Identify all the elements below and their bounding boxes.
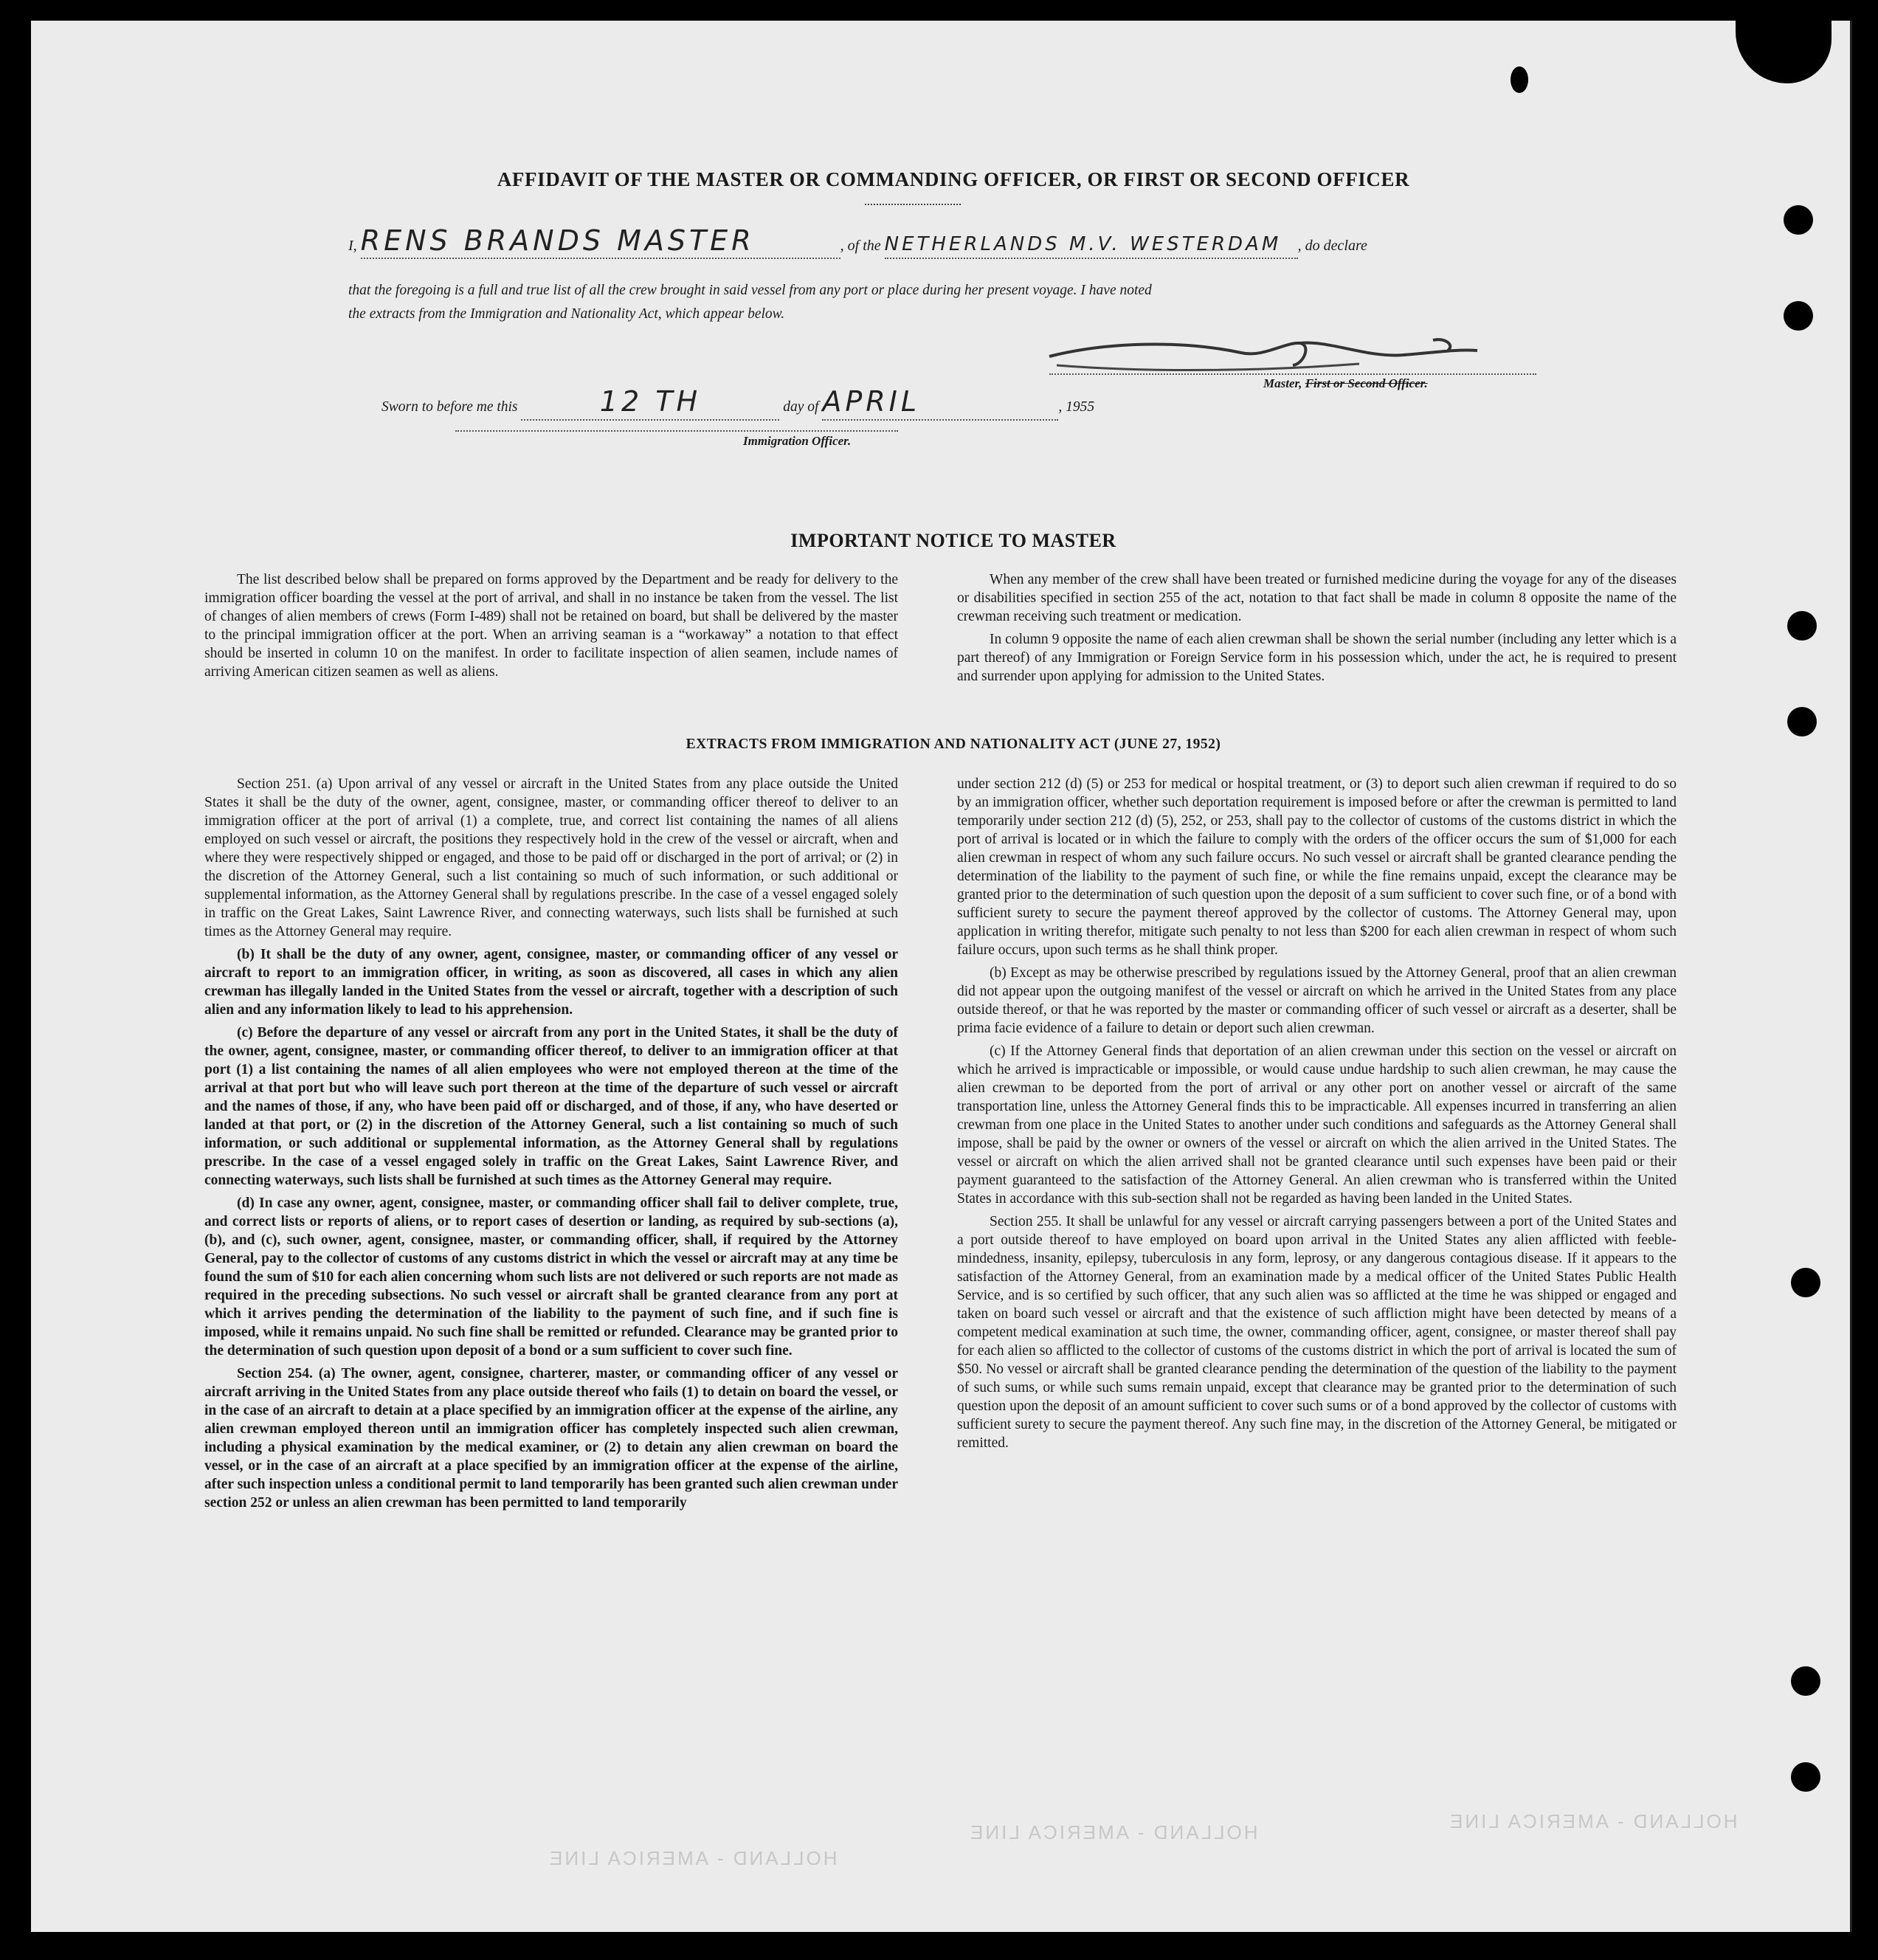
declarant-name: RENS BRANDS MASTER (360, 224, 755, 257)
declaration-text: that the foregoing is a full and true list of all the crew brought in said vessel from any port or place during her present voyage. I have noted (348, 283, 1152, 298)
section-251-a: Section 251. (a) Upon arrival of any vessel or aircraft in the United States from any place outside the United States it shall be the duty of the owner, agent, consignee, master, or commanding officer thereof to deliver to an immigration officer at the port of arrival (1) a complete, true, and correct list containing the names of all aliens employed on such vessel or aircraft, the positions they respectively hold in the crew of the vessel or aircraft, when and where they were respectively shipped or engaged, and those to be paid off or discharged in the port of arrival; or (2) in the discretion of the Attorney General, such a list containing so much of such information, or such additional or supplemental information, as the Attorney General shall by regulations prescribe. In the case of a vessel engaged solely in traffic on the Great Lakes, Saint Lawrence River, and connecting waterways, such lists shall be furnished at such times as the Attorney General may require. (204, 776, 898, 939)
ink-blot (1736, 13, 1832, 83)
section-254-b: (b) Except as may be otherwise prescribed by regulations issued by the Attorney General, proof that an alien crewman did not appear upon the outgoing manifest of the vessel or aircraft on which he arrived in the United States from any place outside thereof, or that he was reported by the master or commanding officer of such vessel or aircraft as a deserter, shall be prima facie evidence of a failure to detain or deport such alien crewman. (957, 965, 1677, 1036)
struck-officer-label: First or Second Officer. (1305, 376, 1428, 390)
notice-title: IMPORTANT NOTICE TO MASTER (790, 530, 1116, 551)
notice-right-column (957, 570, 1677, 690)
ink-blot (1511, 66, 1528, 93)
section-255: Section 255. It shall be unlawful for any vessel or aircraft carrying passengers between a port of the United States and a port outside thereof to have employed on board upon arrival in the United States any alien afflicted with feeble-mindedness, insanity, epilepsy, tuberculosis in any form, leprosy, or any dangerous contagious disease. If it appears to the satisfaction of the Attorney General, from an examination made by a medical officer of the United States Public Health Service, and is so certified by such officer, that any such alien was so afflicted at the time he was shipped or engaged and taken on board such vessel or aircraft and that the existence of such affliction might have been detected by means of a competent medical examination at such time, the owner, commanding officer, agent, consignee, or master thereof shall pay for each alien so afflicted to the collector of customs of the customs district in which the port of arrival is located the sum of $50. No vessel or aircraft shall be granted clearance pending the determination of the question of the liability to the payment of such sums, or while such sums remain unpaid, except that clearance may be granted prior to the determination of such question upon the deposit of an amount sufficient to cover such sums or of a bond approved by the collector of customs with sufficient surety to secure the payment thereof. Any such fine may, in the discretion of the Attorney General, be mitigated or remitted. (957, 1214, 1677, 1451)
punch-hole (1784, 301, 1813, 331)
section-254-a-cont: under section 212 (d) (5) or 253 for medical or hospital treatment, or (3) to deport such alien crewman if required to do so by an immigration officer, whether such deportation requirement is imposed before or after the crewman is permitted to land temporarily under section 212 (d) (5), 252, or 253, shall pay to the collector of customs of the customs district in which the port of arrival is located or in which the failure to comply with the orders of the officer occurs the sum of $1,000 for each alien crewman in respect of whom any such failure occurs. No such vessel or aircraft shall be granted clearance pending the determination of the liability to the payment of such fine, or while the fine remains unpaid, except the clearance may be granted prior to the determination of such question upon the deposit of a sum sufficient to cover such fine, or of a bond with sufficient surety to secure the payment thereof approved by the collector of customs. The Attorney General may, upon application in writing therefor, mitigate such penalty to not less than $200 for each alien crewman in respect of whom such failure occurs, upon such terms as he shall think proper. (957, 776, 1677, 958)
extracts-right-column (957, 775, 1677, 1457)
punch-hole (1784, 205, 1813, 235)
signature-caption (1263, 376, 1428, 391)
bleed-through-text: HOLLAND - AMERICA LINE (968, 1821, 1258, 1843)
declaration-prefix: I, (348, 238, 357, 254)
sworn-day: 12 TH (599, 385, 702, 418)
section-251-d: (d) In case any owner, agent, consignee, master, or commanding officer shall fail to deliver complete, true, and correct lists or reports of aliens, or to report cases of desertion or landing, as required by sub-sections (a), (b), and (c), such owner, agent, consignee, master, or commanding officer, shall, if required by the Attorney General, pay to the collector of customs of any customs district in which the vessel or aircraft may at any time be found the sum of $10 for each alien concerning whom such lists are not delivered or such reports are not made as required in the preceding subsections. No such vessel or aircraft shall be granted clearance from any port at which it arrives pending the determination of the liability to the payment of such fine, and if such fine is imposed, while it remains unpaid. No such fine shall be remitted or refunded. Clearance may be granted prior to the determination of such question upon deposit of a bond or a sum sufficient to cover such fine. (204, 1195, 898, 1359)
of-the-label: , of the (840, 238, 881, 254)
immigration-officer-caption: Immigration Officer. (743, 434, 852, 448)
notice-left-column (204, 570, 898, 686)
notice-paragraph: In column 9 opposite the name of each alien crewman shall be shown the serial number (including any letter which is a part thereof) of any Immigration or Foreign Service form in his possession which, under the act, he is required to present and surrender upon applying for admission to the United States. (957, 632, 1677, 684)
day-of-label: day of (783, 399, 819, 415)
do-declare-label: , do declare (1297, 238, 1367, 254)
year-prefix: , 19 (1058, 399, 1080, 415)
extracts-title: EXTRACTS FROM IMMIGRATION AND NATIONALITY ACT (JUNE 27, 1952) (686, 736, 1221, 752)
punch-hole (1791, 1762, 1820, 1792)
section-254-c: (c) If the Attorney General finds that deportation of an alien crewman under this section on the vessel or aircraft on which he arrived is impracticable or impossible, or would cause undue hardship to such alien crewman, he may cause the alien crewman to be deported from the port of arrival or any other port on another vessel or aircraft of the same transportation line, unless the Attorney General finds this to be impracticable. All expenses incurred in transferring an alien crewman from one place in the United States to another under such conditions and safeguards as the Attorney General shall impose, shall be paid by the owner or owners of the vessel or aircraft on which the alien arrived in the United States. The vessel or aircraft on which the alien arrived shall not be granted clearance until such expenses have been paid or their payment guaranteed to the satisfaction of the Attorney General. An alien crewman who is transferred within the United States in accordance with this sub-section shall not be regarded as having been landed in the United States. (957, 1043, 1677, 1207)
punch-hole (1787, 611, 1817, 641)
extracts-left-column (204, 775, 898, 1516)
immigration-officer-line (455, 430, 898, 432)
signature-line (1049, 373, 1536, 375)
affidavit-title: AFFIDAVIT OF THE MASTER OR COMMANDING OFFICER, OR FIRST OR SECOND OFFICER (497, 168, 1410, 190)
title-rule (865, 204, 961, 205)
declaration-text: the extracts from the Immigration and Nationality Act, which appear below. (348, 306, 785, 322)
section-254-a: Section 254. (a) The owner, agent, consignee, charterer, master, or commanding officer of any vessel or aircraft arriving in the United States from any place outside thereof who fails (1) to detain on board the vessel, or in the case of an aircraft to detain at a place specified by an immigration officer at the expense of the airline, any alien crewman employed thereon until an immigration officer has completely inspected such alien crewman, including a physical examination by the medical examiner, or (2) to detain any alien crewman on board the vessel, or in the case of an aircraft at a place specified by an immigration officer at the expense of the airline, after such inspection unless a conditional permit to land temporarily has been granted such alien crewman under section 252 or unless an alien crewman has been permitted to land temporarily (204, 1366, 898, 1511)
master-label: Master, (1263, 376, 1302, 390)
punch-hole (1791, 1268, 1820, 1297)
notice-paragraph: When any member of the crew shall have been treated or furnished medicine during the voyage for any of the diseases or disabilities specified in section 255 of the act, notation to that fact shall be made in column 8 opposite the name of the crewman receiving such treatment or medication. (957, 572, 1677, 624)
master-signature (1020, 312, 1507, 386)
vessel-name: NETHERLANDS M.V. WESTERDAM (884, 233, 1282, 255)
document-page (31, 21, 1852, 1932)
section-251-b: (b) It shall be the duty of any owner, agent, consignee, master, or commanding officer of any vessel or aircraft to report to an immigration officer, in writing, as soon as discovered, all cases in which any alien crewman has illegally landed in the United States from the vessel or aircraft, together with a description of such alien and any information likely to lead to his apprehension. (204, 947, 898, 1018)
punch-hole (1787, 707, 1817, 736)
punch-hole (1791, 1666, 1820, 1696)
year-suffix: 55 (1080, 399, 1095, 415)
notice-paragraph: The list described below shall be prepared on forms approved by the Department and be ready for delivery to the immigration officer boarding the vessel at the port of arrival, and shall in no instance be taken from the vessel. The list of changes of alien members of crews (Form I-489) shall not be retained on board, but shall be delivered by the master to the principal immigration officer at the port. When an arriving seaman is a “workaway” a notation to that effect should be inserted in column 10 on the manifest. In order to facilitate inspection of alien seamen, include names of arriving American citizen seamen as well as aliens. (204, 572, 898, 680)
bleed-through-text: HOLLAND - AMERICA LINE (548, 1847, 838, 1869)
sworn-month: APRIL (822, 385, 921, 418)
section-251-c: (c) Before the departure of any vessel or aircraft from any port in the United States, it shall be the duty of the owner, agent, consignee, master, or commanding officer thereof, to deliver to an immigration officer at that port (1) a list containing the names of all alien employees who were not employed thereon at the time of the arrival at that port but who will leave such port thereon at the time of the departure of such vessel or aircraft and the names of those, if any, who have been paid off or discharged, and of those, if any, who have deserted or landed at that port, or (2) in the discretion of the Attorney General, such a list containing so much of such information, or such additional or supplemental information, as the Attorney General shall by regulations prescribe. In the case of a vessel engaged solely in traffic on the Great Lakes, Saint Lawrence River, and connecting waterways, such lists shall be furnished at such times as the Attorney General may require. (204, 1025, 898, 1188)
sworn-prefix: Sworn to before me this (382, 399, 518, 415)
declaration-line (348, 224, 1558, 259)
bleed-through-text: HOLLAND - AMERICA LINE (1448, 1810, 1738, 1832)
sworn-line (382, 385, 1592, 421)
